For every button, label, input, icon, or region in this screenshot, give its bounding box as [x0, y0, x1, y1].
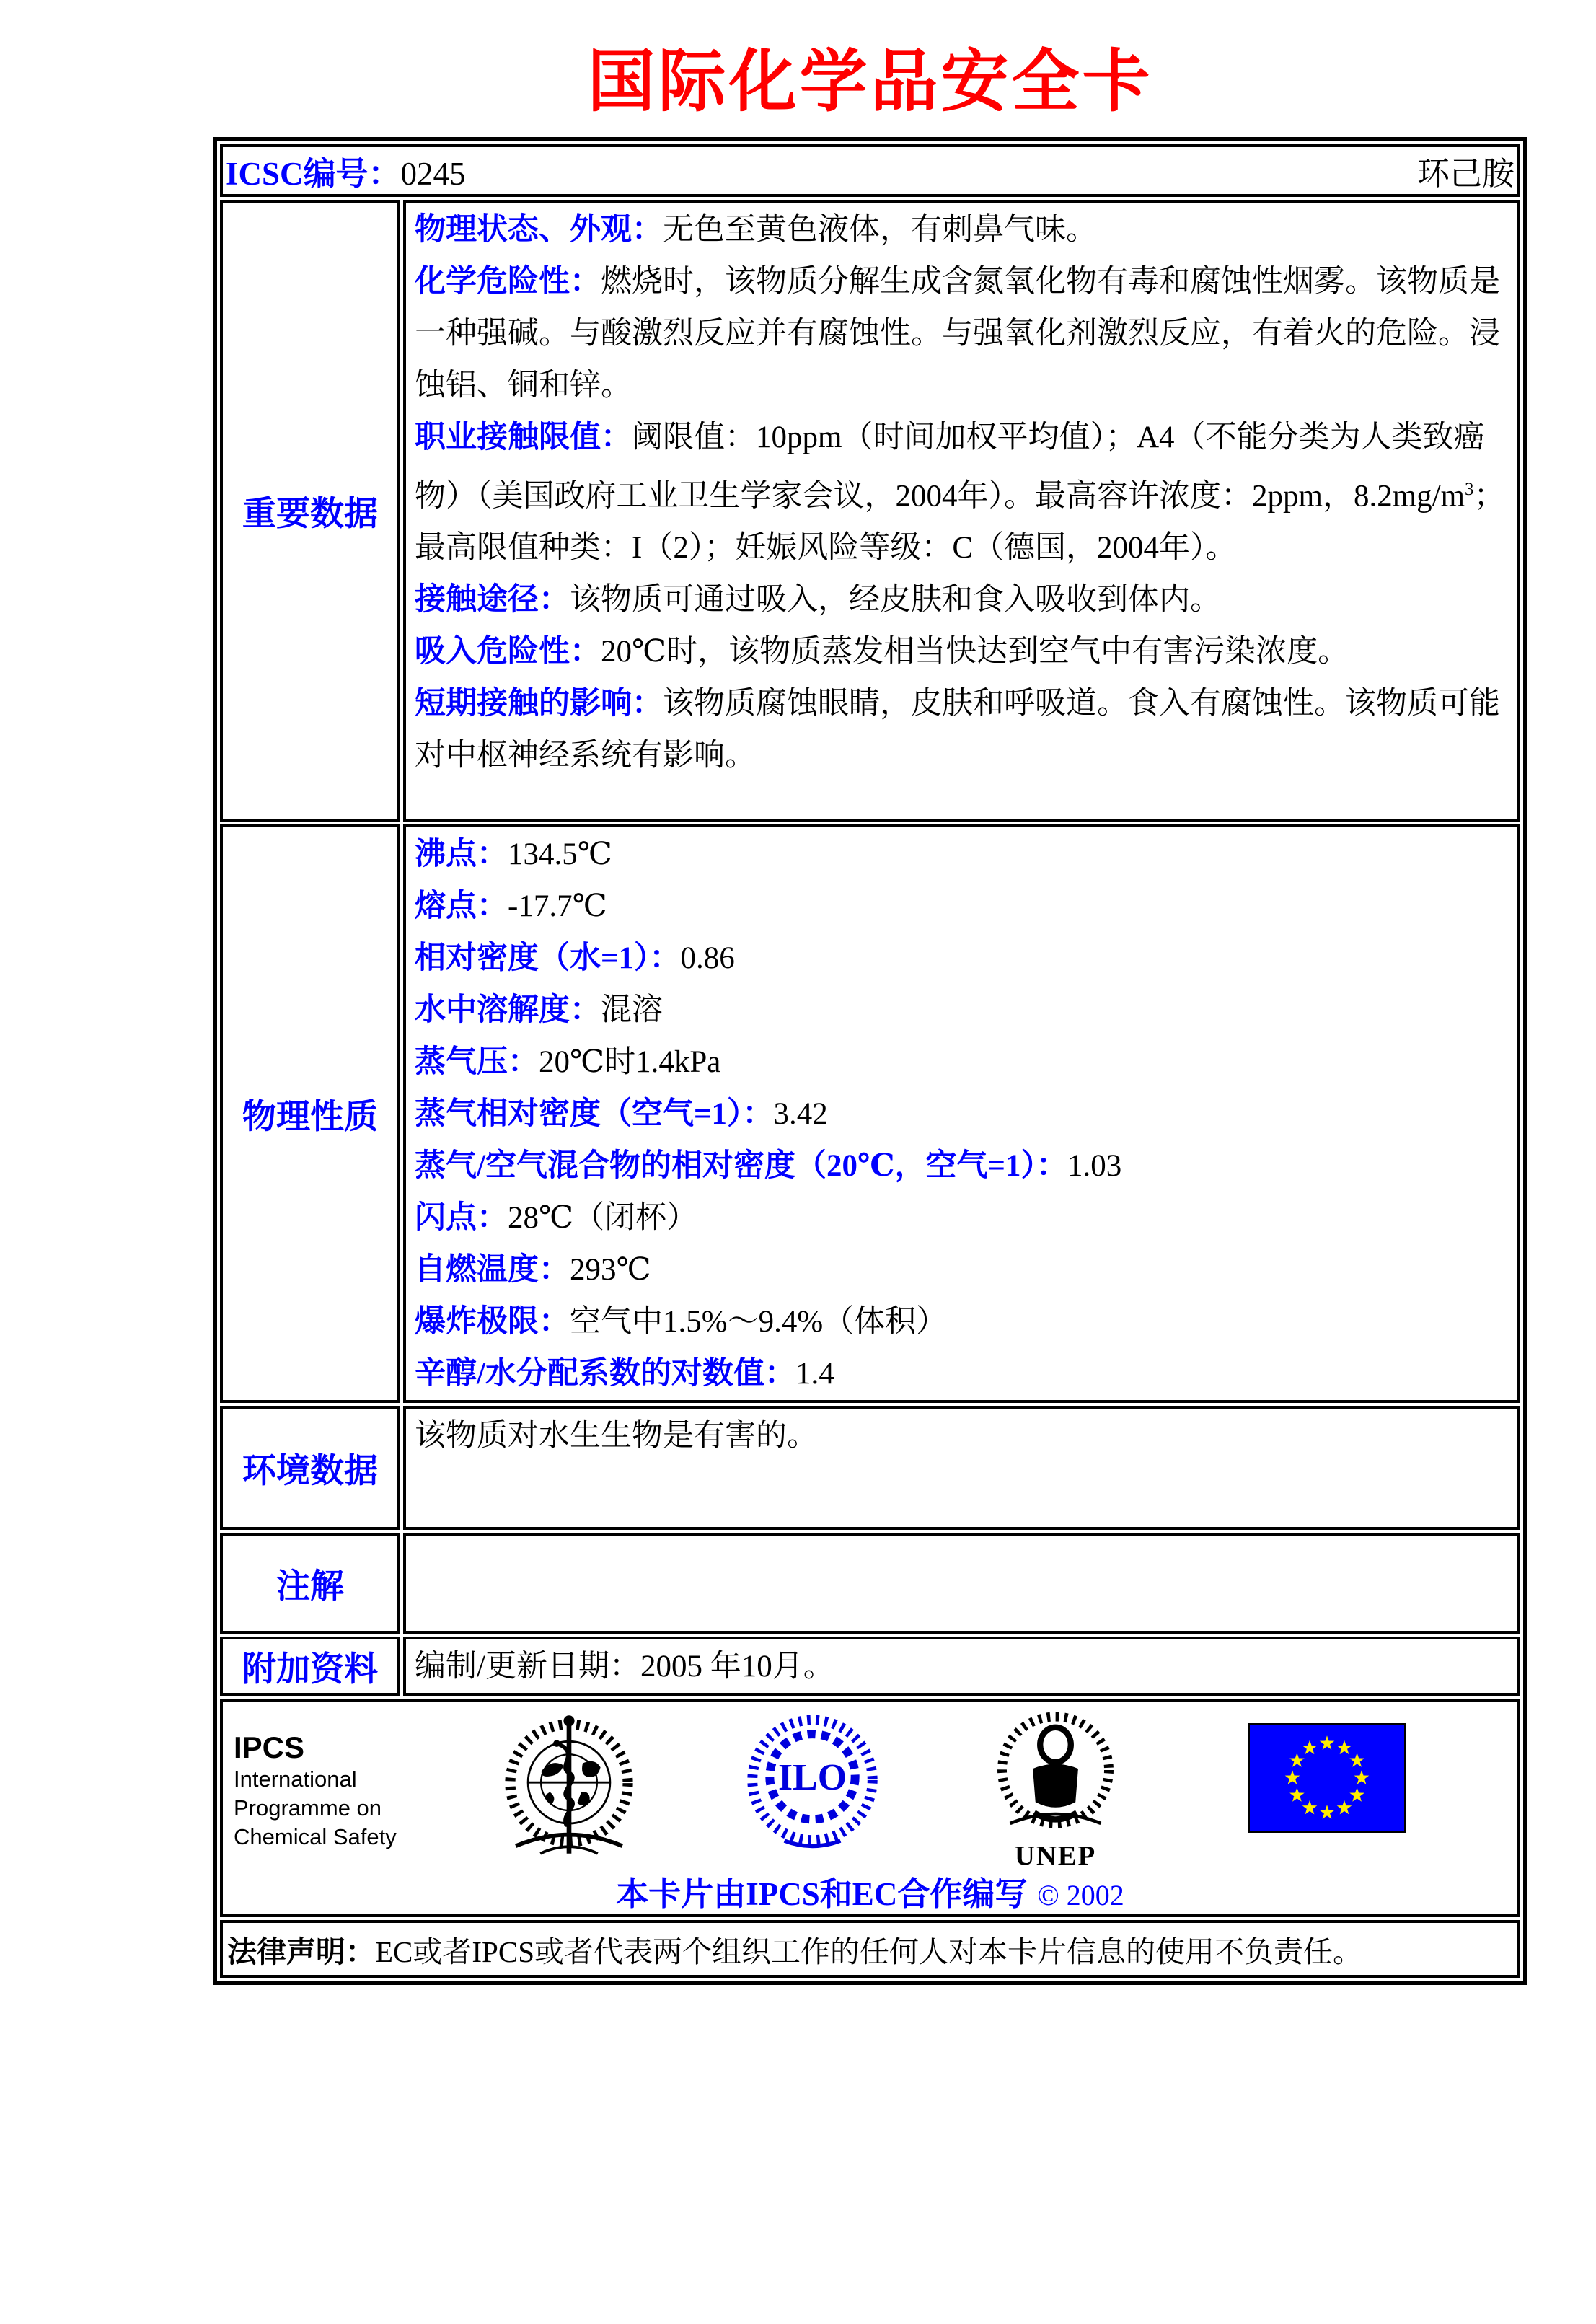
field-label: 沸点：: [415, 837, 508, 871]
icsc-card-table: [213, 137, 1527, 1985]
icsc-number: [226, 147, 466, 194]
field-label: 自燃温度：: [415, 1253, 570, 1287]
ipcs-acronym: IPCS: [234, 1730, 305, 1764]
superscript: 3: [1465, 480, 1474, 499]
field-label: 闪点：: [415, 1201, 508, 1235]
chemical-name: 环己胺: [1416, 156, 1515, 192]
unep-logo-icon: [989, 1706, 1122, 1870]
copyright-text: © 2002: [1037, 1879, 1124, 1911]
field-value: 该物质对水生生物是有害的。: [415, 1419, 818, 1453]
field-line: [415, 1192, 1510, 1244]
icsc-header-cell: [220, 144, 1520, 197]
field-value: 134.5℃: [508, 837, 612, 871]
field-line: [415, 626, 1510, 678]
field-value: 2005 年10月。: [640, 1650, 834, 1683]
physical-properties-content: [403, 824, 1520, 1403]
logo-strip: [223, 1706, 1517, 1870]
field-line: [415, 985, 1510, 1036]
card-caption: [223, 1867, 1517, 1914]
ipcs-line: Programme on: [234, 1795, 382, 1821]
field-value: 3.42: [773, 1097, 828, 1131]
field-label: 熔点：: [415, 889, 508, 923]
eu-flag-icon: [1248, 1723, 1406, 1833]
field-label: 水中溶解度：: [415, 993, 601, 1027]
field-line: [415, 1140, 1510, 1192]
section-label-physical-properties: 物理性质: [220, 824, 400, 1403]
field-line: [415, 881, 1510, 933]
field-value: 燃烧时，该物质分解生成含氮氧化物有毒和腐蚀性烟雾。该物质是一种强碱。与酸激烈反应并有腐蚀性。与强氧化剂激烈反应，有着火的危险。浸蚀铝、铜和锌。: [415, 265, 1500, 402]
field-line: [415, 256, 1510, 412]
field-value: 阈限值：10ppm（时间加权平均值）；A4（不能分类为人类致癌物）（美国政府工业卫生学家会议，2004年）。最高容许浓度：2ppm，8.2mg/m: [415, 421, 1485, 514]
who-logo-icon: [501, 1706, 638, 1863]
field-label: 蒸气压：: [415, 1045, 539, 1079]
field-label: 化学危险性：: [415, 265, 601, 299]
field-line: [415, 204, 1510, 256]
ipcs-line: Chemical Safety: [234, 1824, 397, 1849]
field-value: 20℃时1.4kPa: [539, 1045, 721, 1079]
legal-cell: [220, 1920, 1520, 1978]
field-label: 蒸气相对密度（空气=1）：: [415, 1097, 774, 1131]
logos-cell: [220, 1699, 1520, 1917]
ilo-logo-icon: [746, 1706, 879, 1861]
field-line: [415, 1641, 1510, 1693]
field-value: ；最高限值种类：I（2）；妊娠风险等级：C（德国，2004年）。: [415, 479, 1505, 565]
field-line: [415, 829, 1510, 881]
environmental-data-content: [403, 1406, 1520, 1530]
field-value: 20℃时，该物质蒸发相当快达到空气中有害污染浓度。: [601, 635, 1349, 669]
section-label-notes: 注解: [220, 1533, 400, 1634]
field-line: [415, 574, 1510, 626]
physical-properties-row: [220, 824, 1520, 1403]
legal-text: EC或者IPCS或者代表两个组织工作的任何人对本卡片信息的使用不负责任。: [375, 1935, 1362, 1968]
legal-label: 法律声明：: [227, 1935, 375, 1968]
field-value: -17.7℃: [508, 889, 607, 923]
field-value: 0.86: [680, 941, 735, 975]
field-label: 相对密度（水=1）：: [415, 941, 681, 975]
additional-info-row: [220, 1637, 1520, 1696]
field-label: 物理状态、外观：: [415, 213, 663, 247]
environmental-data-row: [220, 1406, 1520, 1530]
page-title: 国际化学品安全卡: [587, 45, 1153, 120]
field-line: [415, 1036, 1510, 1088]
field-label: 辛醇/水分配系数的对数值：: [415, 1357, 795, 1391]
field-line: [415, 412, 1510, 574]
field-label: 职业接触限值：: [415, 421, 632, 454]
ipcs-wordmark: [234, 1706, 450, 1852]
field-line: [415, 1088, 1510, 1140]
icsc-number-value: 0245: [400, 156, 466, 192]
field-line: [415, 678, 1510, 782]
field-label: 编制/更新日期：: [415, 1650, 640, 1683]
logos-row: [220, 1699, 1520, 1917]
icsc-header-row: [220, 144, 1520, 197]
field-value: 28℃（闭杯）: [508, 1201, 698, 1235]
field-line: [415, 1244, 1510, 1296]
field-label: 爆炸极限：: [415, 1305, 570, 1339]
field-value: 1.03: [1067, 1149, 1122, 1183]
additional-info-content: [403, 1637, 1520, 1696]
caption-text: 本卡片由IPCS和EC合作编写: [616, 1876, 1028, 1912]
field-label: 吸入危险性：: [415, 635, 601, 669]
icsc-number-label: ICSC编号：: [226, 156, 401, 192]
section-label-additional-info: 附加资料: [220, 1637, 400, 1696]
unep-wordmark: UNEP: [1014, 1840, 1097, 1870]
field-label: 短期接触的影响：: [415, 687, 663, 721]
ilo-monogram: ILO: [778, 1756, 847, 1798]
field-line: [415, 1410, 1510, 1462]
field-line: [415, 1348, 1510, 1400]
important-data-content: [403, 200, 1520, 822]
legal-row: [220, 1920, 1520, 1978]
notes-row: [220, 1533, 1520, 1634]
field-value: 空气中1.5%～9.4%（体积）: [570, 1305, 948, 1339]
section-label-important-data: 重要数据: [220, 200, 400, 822]
field-value: 293℃: [570, 1253, 651, 1287]
field-value: 该物质腐蚀眼睛，皮肤和呼吸道。食入有腐蚀性。该物质可能对中枢神经系统有影响。: [415, 687, 1500, 773]
field-line: [415, 933, 1510, 985]
field-value: 1.4: [795, 1357, 834, 1391]
section-label-environmental-data: 环境数据: [220, 1406, 400, 1530]
field-label: 接触途径：: [415, 583, 570, 617]
icsc-document: [0, 32, 1596, 2324]
ipcs-line: International: [234, 1766, 357, 1792]
field-value: 混溶: [601, 993, 663, 1027]
notes-content: [403, 1533, 1520, 1634]
field-label: 蒸气/空气混合物的相对密度（20℃，空气=1）：: [415, 1149, 1067, 1183]
important-data-row: [220, 200, 1520, 822]
field-value: 无色至黄色液体，有刺鼻气味。: [663, 213, 1097, 247]
field-line: [415, 1296, 1510, 1348]
field-value: 该物质可通过吸入，经皮肤和食入吸收到体内。: [570, 583, 1221, 617]
